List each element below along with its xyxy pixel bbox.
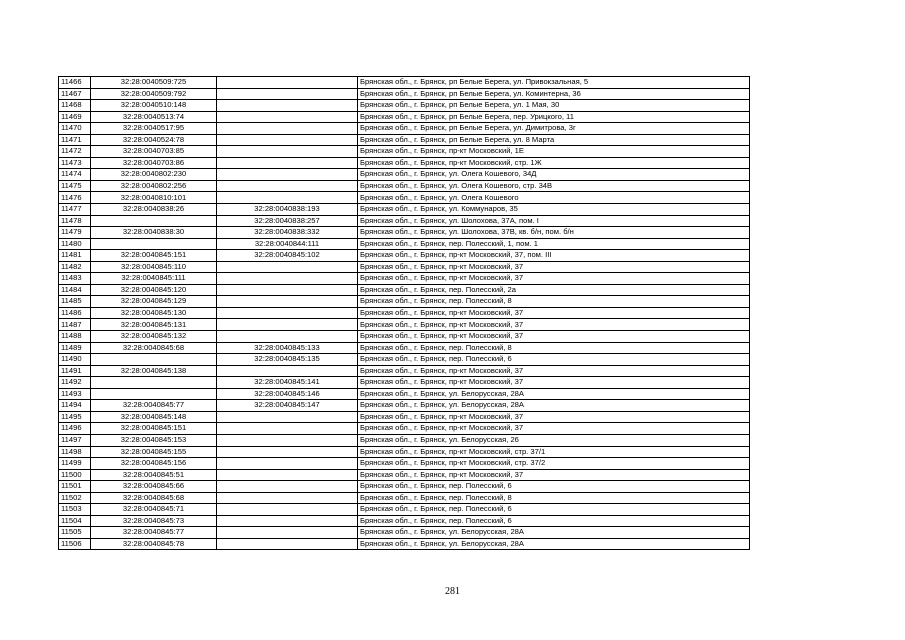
cadastral-number-cell: 32:28:0040513:74 xyxy=(91,111,217,123)
cadastral-number-cell: 32:28:0040845:138 xyxy=(91,365,217,377)
address-cell: Брянская обл., г. Брянск, ул. Белорусская, 28А xyxy=(358,527,750,539)
row-number-cell: 11493 xyxy=(59,388,91,400)
cadastral-number-cell: 32:28:0040802:256 xyxy=(91,180,217,192)
linked-cadastral-number-cell xyxy=(217,157,358,169)
linked-cadastral-number-cell xyxy=(217,434,358,446)
row-number-cell: 11478 xyxy=(59,215,91,227)
row-number-cell: 11472 xyxy=(59,146,91,158)
linked-cadastral-number-cell xyxy=(217,77,358,89)
table-row xyxy=(59,354,750,366)
cadastral-number-cell: 32:28:0040810:101 xyxy=(91,192,217,204)
row-number-cell: 11482 xyxy=(59,261,91,273)
table-row xyxy=(59,515,750,527)
row-number-cell: 11488 xyxy=(59,331,91,343)
linked-cadastral-number-cell: 32:28:0040845:146 xyxy=(217,388,358,400)
table-row xyxy=(59,261,750,273)
linked-cadastral-number-cell xyxy=(217,307,358,319)
address-cell: Брянская обл., г. Брянск, пер. Полесский, 6 xyxy=(358,481,750,493)
address-cell: Брянская обл., г. Брянск, рп Белые Берега, ул. Коминтерна, 36 xyxy=(358,88,750,100)
row-number-cell: 11480 xyxy=(59,238,91,250)
row-number-cell: 11471 xyxy=(59,134,91,146)
table-row xyxy=(59,504,750,516)
address-cell: Брянская обл., г. Брянск, ул. Шолохова, 37В, кв. б/н, пом. б/н xyxy=(358,227,750,239)
table-row xyxy=(59,400,750,412)
row-number-cell: 11474 xyxy=(59,169,91,181)
cadastral-number-cell: 32:28:0040845:155 xyxy=(91,446,217,458)
address-cell: Брянская обл., г. Брянск, ул. Олега Кошевого xyxy=(358,192,750,204)
linked-cadastral-number-cell xyxy=(217,492,358,504)
linked-cadastral-number-cell xyxy=(217,423,358,435)
address-cell: Брянская обл., г. Брянск, пр-кт Московский, 37 xyxy=(358,331,750,343)
row-number-cell: 11476 xyxy=(59,192,91,204)
table-row xyxy=(59,273,750,285)
linked-cadastral-number-cell: 32:28:0040845:135 xyxy=(217,354,358,366)
table-row xyxy=(59,423,750,435)
table-row xyxy=(59,250,750,262)
linked-cadastral-number-cell: 32:28:0040838:257 xyxy=(217,215,358,227)
table-row xyxy=(59,469,750,481)
cadastral-number-cell xyxy=(91,377,217,389)
cadastral-number-cell: 32:28:0040845:78 xyxy=(91,538,217,550)
row-number-cell: 11481 xyxy=(59,250,91,262)
address-cell: Брянская обл., г. Брянск, ул. Белорусская, 28А xyxy=(358,538,750,550)
linked-cadastral-number-cell xyxy=(217,411,358,423)
linked-cadastral-number-cell xyxy=(217,481,358,493)
cadastral-number-cell: 32:28:0040524:78 xyxy=(91,134,217,146)
cadastral-number-cell xyxy=(91,238,217,250)
table-row xyxy=(59,458,750,470)
linked-cadastral-number-cell xyxy=(217,527,358,539)
cadastral-number-cell: 32:28:0040845:129 xyxy=(91,296,217,308)
cadastral-number-cell: 32:28:0040845:151 xyxy=(91,423,217,435)
row-number-cell: 11477 xyxy=(59,204,91,216)
cadastral-number-cell: 32:28:0040845:151 xyxy=(91,250,217,262)
cadastral-number-cell xyxy=(91,215,217,227)
row-number-cell: 11496 xyxy=(59,423,91,435)
row-number-cell: 11490 xyxy=(59,354,91,366)
address-cell: Брянская обл., г. Брянск, пер. Полесский, 6 xyxy=(358,504,750,516)
registry-table-body xyxy=(59,77,750,550)
cadastral-number-cell: 32:28:0040838:30 xyxy=(91,227,217,239)
table-row xyxy=(59,388,750,400)
cadastral-number-cell: 32:28:0040838:26 xyxy=(91,204,217,216)
row-number-cell: 11473 xyxy=(59,157,91,169)
table-row xyxy=(59,100,750,112)
table-row xyxy=(59,77,750,89)
table-row xyxy=(59,342,750,354)
address-cell: Брянская обл., г. Брянск, пер. Полесский, 6 xyxy=(358,515,750,527)
address-cell: Брянская обл., г. Брянск, пр-кт Московский, 37 xyxy=(358,261,750,273)
cadastral-number-cell: 32:28:0040845:153 xyxy=(91,434,217,446)
table-row xyxy=(59,377,750,389)
linked-cadastral-number-cell xyxy=(217,538,358,550)
address-cell: Брянская обл., г. Брянск, пр-кт Московский, 37 xyxy=(358,423,750,435)
row-number-cell: 11491 xyxy=(59,365,91,377)
row-number-cell: 11502 xyxy=(59,492,91,504)
cadastral-number-cell: 32:28:0040703:86 xyxy=(91,157,217,169)
table-row xyxy=(59,411,750,423)
row-number-cell: 11503 xyxy=(59,504,91,516)
address-cell: Брянская обл., г. Брянск, пр-кт Московский, 37 xyxy=(358,319,750,331)
linked-cadastral-number-cell xyxy=(217,458,358,470)
linked-cadastral-number-cell: 32:28:0040845:141 xyxy=(217,377,358,389)
linked-cadastral-number-cell xyxy=(217,123,358,135)
address-cell: Брянская обл., г. Брянск, пр-кт Московский, 37 xyxy=(358,469,750,481)
linked-cadastral-number-cell xyxy=(217,365,358,377)
table-row xyxy=(59,123,750,135)
table-row xyxy=(59,215,750,227)
table-row xyxy=(59,365,750,377)
address-cell: Брянская обл., г. Брянск, рп Белые Берега, пер. Урицкого, 11 xyxy=(358,111,750,123)
address-cell: Брянская обл., г. Брянск, пер. Полесский, 1, пом. 1 xyxy=(358,238,750,250)
table-row xyxy=(59,296,750,308)
row-number-cell: 11483 xyxy=(59,273,91,285)
row-number-cell: 11495 xyxy=(59,411,91,423)
address-cell: Брянская обл., г. Брянск, пр-кт Московский, 37 xyxy=(358,307,750,319)
linked-cadastral-number-cell xyxy=(217,504,358,516)
linked-cadastral-number-cell xyxy=(217,192,358,204)
table-row xyxy=(59,538,750,550)
cadastral-number-cell: 32:28:0040845:131 xyxy=(91,319,217,331)
page-number: 281 xyxy=(445,586,460,597)
linked-cadastral-number-cell: 32:28:0040844:111 xyxy=(217,238,358,250)
table-row xyxy=(59,204,750,216)
row-number-cell: 11492 xyxy=(59,377,91,389)
row-number-cell: 11494 xyxy=(59,400,91,412)
row-number-cell: 11469 xyxy=(59,111,91,123)
linked-cadastral-number-cell xyxy=(217,331,358,343)
row-number-cell: 11485 xyxy=(59,296,91,308)
cadastral-number-cell: 32:28:0040845:111 xyxy=(91,273,217,285)
row-number-cell: 11467 xyxy=(59,88,91,100)
table-row xyxy=(59,434,750,446)
cadastral-number-cell: 32:28:0040703:85 xyxy=(91,146,217,158)
row-number-cell: 11504 xyxy=(59,515,91,527)
linked-cadastral-number-cell xyxy=(217,146,358,158)
table-row xyxy=(59,134,750,146)
cadastral-number-cell: 32:28:0040845:77 xyxy=(91,527,217,539)
cadastral-number-cell: 32:28:0040517:95 xyxy=(91,123,217,135)
row-number-cell: 11475 xyxy=(59,180,91,192)
registry-table xyxy=(58,76,750,550)
table-row xyxy=(59,527,750,539)
cadastral-number-cell: 32:28:0040845:77 xyxy=(91,400,217,412)
row-number-cell: 11470 xyxy=(59,123,91,135)
row-number-cell: 11487 xyxy=(59,319,91,331)
cadastral-number-cell: 32:28:0040845:110 xyxy=(91,261,217,273)
cadastral-number-cell: 32:28:0040845:130 xyxy=(91,307,217,319)
address-cell: Брянская обл., г. Брянск, пр-кт Московский, 1Е xyxy=(358,146,750,158)
row-number-cell: 11468 xyxy=(59,100,91,112)
linked-cadastral-number-cell xyxy=(217,111,358,123)
address-cell: Брянская обл., г. Брянск, ул. Шолохова, 37А, пом. I xyxy=(358,215,750,227)
linked-cadastral-number-cell xyxy=(217,134,358,146)
linked-cadastral-number-cell xyxy=(217,469,358,481)
linked-cadastral-number-cell xyxy=(217,100,358,112)
linked-cadastral-number-cell xyxy=(217,180,358,192)
address-cell: Брянская обл., г. Брянск, пр-кт Московский, 37 xyxy=(358,273,750,285)
table-row xyxy=(59,192,750,204)
table-row xyxy=(59,227,750,239)
address-cell: Брянская обл., г. Брянск, ул. Белорусская, 28А xyxy=(358,388,750,400)
address-cell: Брянская обл., г. Брянск, пр-кт Московский, стр. 37/2 xyxy=(358,458,750,470)
cadastral-number-cell: 32:28:0040845:68 xyxy=(91,342,217,354)
linked-cadastral-number-cell: 32:28:0040838:332 xyxy=(217,227,358,239)
row-number-cell: 11484 xyxy=(59,284,91,296)
cadastral-number-cell xyxy=(91,354,217,366)
table-row xyxy=(59,146,750,158)
address-cell: Брянская обл., г. Брянск, рп Белые Берега, ул. Привокзальная, 5 xyxy=(358,77,750,89)
row-number-cell: 11500 xyxy=(59,469,91,481)
address-cell: Брянская обл., г. Брянск, рп Белые Берега, ул. 1 Мая, 30 xyxy=(358,100,750,112)
cadastral-number-cell: 32:28:0040845:71 xyxy=(91,504,217,516)
table-row xyxy=(59,157,750,169)
table-row xyxy=(59,446,750,458)
table-row xyxy=(59,307,750,319)
table-row xyxy=(59,180,750,192)
linked-cadastral-number-cell: 32:28:0040845:133 xyxy=(217,342,358,354)
cadastral-number-cell: 32:28:0040509:792 xyxy=(91,88,217,100)
linked-cadastral-number-cell: 32:28:0040845:147 xyxy=(217,400,358,412)
address-cell: Брянская обл., г. Брянск, пр-кт Московский, 37, пом. III xyxy=(358,250,750,262)
table-row xyxy=(59,111,750,123)
linked-cadastral-number-cell xyxy=(217,446,358,458)
cadastral-number-cell: 32:28:0040845:51 xyxy=(91,469,217,481)
row-number-cell: 11466 xyxy=(59,77,91,89)
linked-cadastral-number-cell xyxy=(217,88,358,100)
linked-cadastral-number-cell xyxy=(217,169,358,181)
address-cell: Брянская обл., г. Брянск, рп Белые Берега, ул. 8 Марта xyxy=(358,134,750,146)
table-row xyxy=(59,169,750,181)
address-cell: Брянская обл., г. Брянск, пр-кт Московский, 37 xyxy=(358,377,750,389)
cadastral-number-cell: 32:28:0040845:73 xyxy=(91,515,217,527)
address-cell: Брянская обл., г. Брянск, рп Белые Берега, ул. Димитрова, 3г xyxy=(358,123,750,135)
linked-cadastral-number-cell: 32:28:0040845:102 xyxy=(217,250,358,262)
address-cell: Брянская обл., г. Брянск, пер. Полесский, 6 xyxy=(358,354,750,366)
row-number-cell: 11489 xyxy=(59,342,91,354)
cadastral-number-cell: 32:28:0040845:148 xyxy=(91,411,217,423)
cadastral-number-cell: 32:28:0040509:725 xyxy=(91,77,217,89)
address-cell: Брянская обл., г. Брянск, пер. Полесский, 2а xyxy=(358,284,750,296)
address-cell: Брянская обл., г. Брянск, пр-кт Московский, 37 xyxy=(358,411,750,423)
address-cell: Брянская обл., г. Брянск, ул. Белорусская, 28А xyxy=(358,400,750,412)
cadastral-number-cell: 32:28:0040845:132 xyxy=(91,331,217,343)
linked-cadastral-number-cell xyxy=(217,319,358,331)
linked-cadastral-number-cell xyxy=(217,261,358,273)
row-number-cell: 11479 xyxy=(59,227,91,239)
address-cell: Брянская обл., г. Брянск, ул. Олега Кошевого, 34Д xyxy=(358,169,750,181)
row-number-cell: 11499 xyxy=(59,458,91,470)
linked-cadastral-number-cell xyxy=(217,515,358,527)
cadastral-number-cell: 32:28:0040845:120 xyxy=(91,284,217,296)
address-cell: Брянская обл., г. Брянск, ул. Белорусская, 26 xyxy=(358,434,750,446)
row-number-cell: 11497 xyxy=(59,434,91,446)
address-cell: Брянская обл., г. Брянск, ул. Олега Кошевого, стр. 34В xyxy=(358,180,750,192)
table-row xyxy=(59,238,750,250)
cadastral-number-cell: 32:28:0040802:230 xyxy=(91,169,217,181)
table-row xyxy=(59,319,750,331)
linked-cadastral-number-cell: 32:28:0040838:193 xyxy=(217,204,358,216)
address-cell: Брянская обл., г. Брянск, пер. Полесский, 8 xyxy=(358,342,750,354)
linked-cadastral-number-cell xyxy=(217,273,358,285)
table-row xyxy=(59,331,750,343)
address-cell: Брянская обл., г. Брянск, пр-кт Московский, стр. 37/1 xyxy=(358,446,750,458)
address-cell: Брянская обл., г. Брянск, пер. Полесский, 8 xyxy=(358,296,750,308)
row-number-cell: 11486 xyxy=(59,307,91,319)
cadastral-number-cell: 32:28:0040845:156 xyxy=(91,458,217,470)
table-row xyxy=(59,284,750,296)
address-cell: Брянская обл., г. Брянск, пер. Полесский, 8 xyxy=(358,492,750,504)
cadastral-number-cell: 32:28:0040845:66 xyxy=(91,481,217,493)
table-row xyxy=(59,481,750,493)
address-cell: Брянская обл., г. Брянск, ул. Коммунаров, 35 xyxy=(358,204,750,216)
row-number-cell: 11505 xyxy=(59,527,91,539)
cadastral-number-cell xyxy=(91,388,217,400)
address-cell: Брянская обл., г. Брянск, пр-кт Московский, 37 xyxy=(358,365,750,377)
linked-cadastral-number-cell xyxy=(217,296,358,308)
table-row xyxy=(59,88,750,100)
linked-cadastral-number-cell xyxy=(217,284,358,296)
table-row xyxy=(59,492,750,504)
cadastral-number-cell: 32:28:0040510:148 xyxy=(91,100,217,112)
address-cell: Брянская обл., г. Брянск, пр-кт Московский, стр. 1Ж xyxy=(358,157,750,169)
cadastral-number-cell: 32:28:0040845:68 xyxy=(91,492,217,504)
row-number-cell: 11506 xyxy=(59,538,91,550)
row-number-cell: 11501 xyxy=(59,481,91,493)
row-number-cell: 11498 xyxy=(59,446,91,458)
